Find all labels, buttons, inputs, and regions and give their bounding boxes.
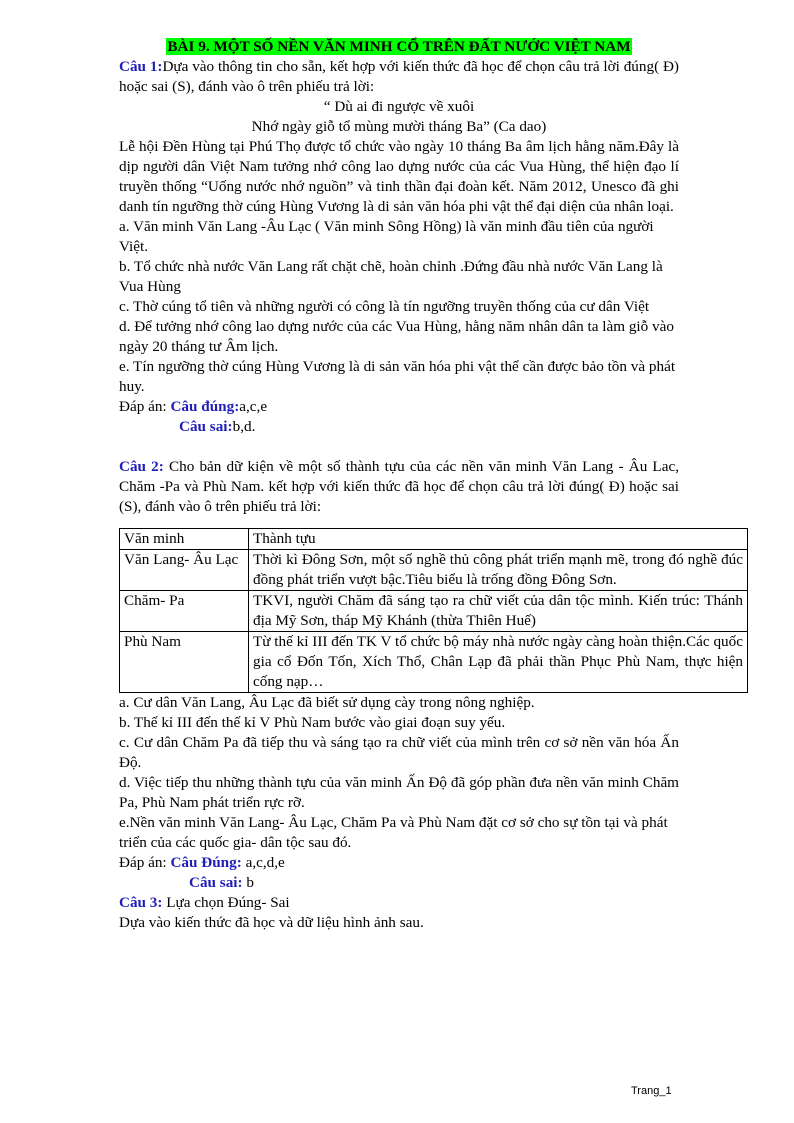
page-title: BÀI 9. MỘT SỐ NỀN VĂN MINH CỔ TRÊN ĐẤT NƯỚC VIỆT NAM xyxy=(167,38,631,55)
table-header-row xyxy=(120,529,748,550)
q1-poem-line-1: “ Dù ai đi ngược về xuôi xyxy=(323,98,475,115)
q1-prompt: Câu 1:Dựa vào thông tin cho sẵn, kết hợp với kiến thức đã học để chọn câu trả lời đúng( Đ) hoặc sai (S), đánh vào ô trên phiếu trả lời: xyxy=(119,58,679,95)
q2-option-d: d. Việc tiếp thu những thành tựu của văn minh Ấn Độ đã góp phần đưa nền văn minh Chăm Pa, Phù Nam phát triển rực rỡ. xyxy=(119,774,679,811)
q2-option-c: c. Cư dân Chăm Pa đã tiếp thu và sáng tạo ra chữ viết của mình trên cơ sở nền văn hóa Ấn Độ. xyxy=(119,734,679,771)
table-row xyxy=(120,632,748,693)
table-cell: Văn Lang- Âu Lạc xyxy=(120,550,249,591)
q3-prompt: Câu 3: Lựa chọn Đúng- Sai xyxy=(119,894,290,911)
q1-poem-line-2: Nhớ ngày giỗ tổ mùng mười tháng Ba” (Ca dao) xyxy=(251,118,547,135)
q1-context: Lễ hội Đền Hùng tại Phú Thọ được tổ chức vào ngày 10 tháng Ba âm lịch hằng năm.Đây là dịp người dân Việt Nam tưởng nhớ công lao dựng nước của các Vua Hùng, thể hiện đạo lí truyền thống “Uống nước nhớ nguồn” và tinh thần đại đoàn kết. Năm 2012, Unesco đã ghi danh tín ngưỡng thờ cúng Hùng Vương là di sản văn hóa phi vật thể đại diện của nhân loại. xyxy=(119,138,679,215)
q2-option-b: b. Thế kỉ III đến thế kỉ V Phù Nam bước vào giai đoạn suy yếu. xyxy=(119,714,506,731)
page-number: Trang_1 xyxy=(631,1085,672,1097)
document-page xyxy=(119,37,743,933)
table-header-cell: Văn minh xyxy=(120,529,249,550)
q2-option-a: a. Cư dân Văn Lang, Âu Lạc đã biết sử dụng cày trong nông nghiệp. xyxy=(119,694,535,711)
q2-answer-correct: Đáp án: Câu Đúng: a,c,d,e xyxy=(119,854,285,871)
q3-line-2: Dựa vào kiến thức đã học và dữ liệu hình ảnh sau. xyxy=(119,914,424,931)
table-header-cell: Thành tựu xyxy=(249,529,748,550)
q1-option-d: d. Để tưởng nhớ công lao dựng nước của các Vua Hùng, hằng năm nhân dân ta làm giỗ vào ngày 20 tháng tư Âm lịch. xyxy=(119,318,674,355)
q1-answer-correct: Đáp án: Câu đúng:a,c,e xyxy=(119,398,268,415)
table-cell: TKVI, người Chăm đã sáng tạo ra chữ viết của dân tộc mình. Kiến trúc: Thánh địa Mỹ Sơn, tháp Mỹ Khánh (thừa Thiên Huế) xyxy=(249,591,748,632)
achievements-table xyxy=(119,528,748,693)
table-cell: Từ thế kỉ III đến TK V tổ chức bộ máy nhà nước ngày càng hoàn thiện.Các quốc gia cổ Đốn Tốn, Xích Thổ, Chân Lạp đã phải thần Phục Phù Nam, thực hiện cống nạp… xyxy=(249,632,748,693)
table-cell: Chăm- Pa xyxy=(120,591,249,632)
spacer xyxy=(119,437,679,457)
table-cell: Phù Nam xyxy=(120,632,249,693)
q2-answer-wrong: Câu sai: b xyxy=(189,874,254,891)
table-row xyxy=(120,591,748,632)
q1-option-c: c. Thờ cúng tổ tiên và những người có công là tín ngưỡng truyền thống của cư dân Việt xyxy=(119,298,650,315)
q1-option-e: e. Tín ngưỡng thờ cúng Hùng Vương là di sản văn hóa phi vật thể cần được bảo tồn và phát huy. xyxy=(119,358,676,395)
table-cell: Thời kì Đông Sơn, một số nghề thủ công phát triển mạnh mẽ, trong đó nghề đúc đồng phát triển vượt bậc.Tiêu biểu là trống đồng Đông Sơn. xyxy=(249,550,748,591)
q2-prompt: Câu 2: Cho bản dữ kiện về một số thành tựu của các nền văn minh Văn Lang - Âu Lac, Chăm -Pa và Phù Nam. kết hợp với kiến thức đã học để chọn câu trả lời đúng( Đ) hoặc sai (S), đánh vào ô trên phiếu trả lời: xyxy=(119,458,679,515)
q1-option-a: a. Văn minh Văn Lang -Âu Lạc ( Văn minh Sông Hồng) là văn minh đầu tiên của người Việt. xyxy=(119,218,654,255)
q1-answer-wrong: Câu sai:b,d. xyxy=(179,418,256,435)
table-row xyxy=(120,550,748,591)
q1-option-b: b. Tổ chức nhà nước Văn Lang rất chặt chẽ, hoàn chỉnh .Đứng đầu nhà nước Văn Lang là Vua Hùng xyxy=(119,258,663,295)
q2-option-e: e.Nền văn minh Văn Lang- Âu Lạc, Chăm Pa và Phù Nam đặt cơ sở cho sự tồn tại và phát triển của các quốc gia- dân tộc sau đó. xyxy=(119,814,668,851)
